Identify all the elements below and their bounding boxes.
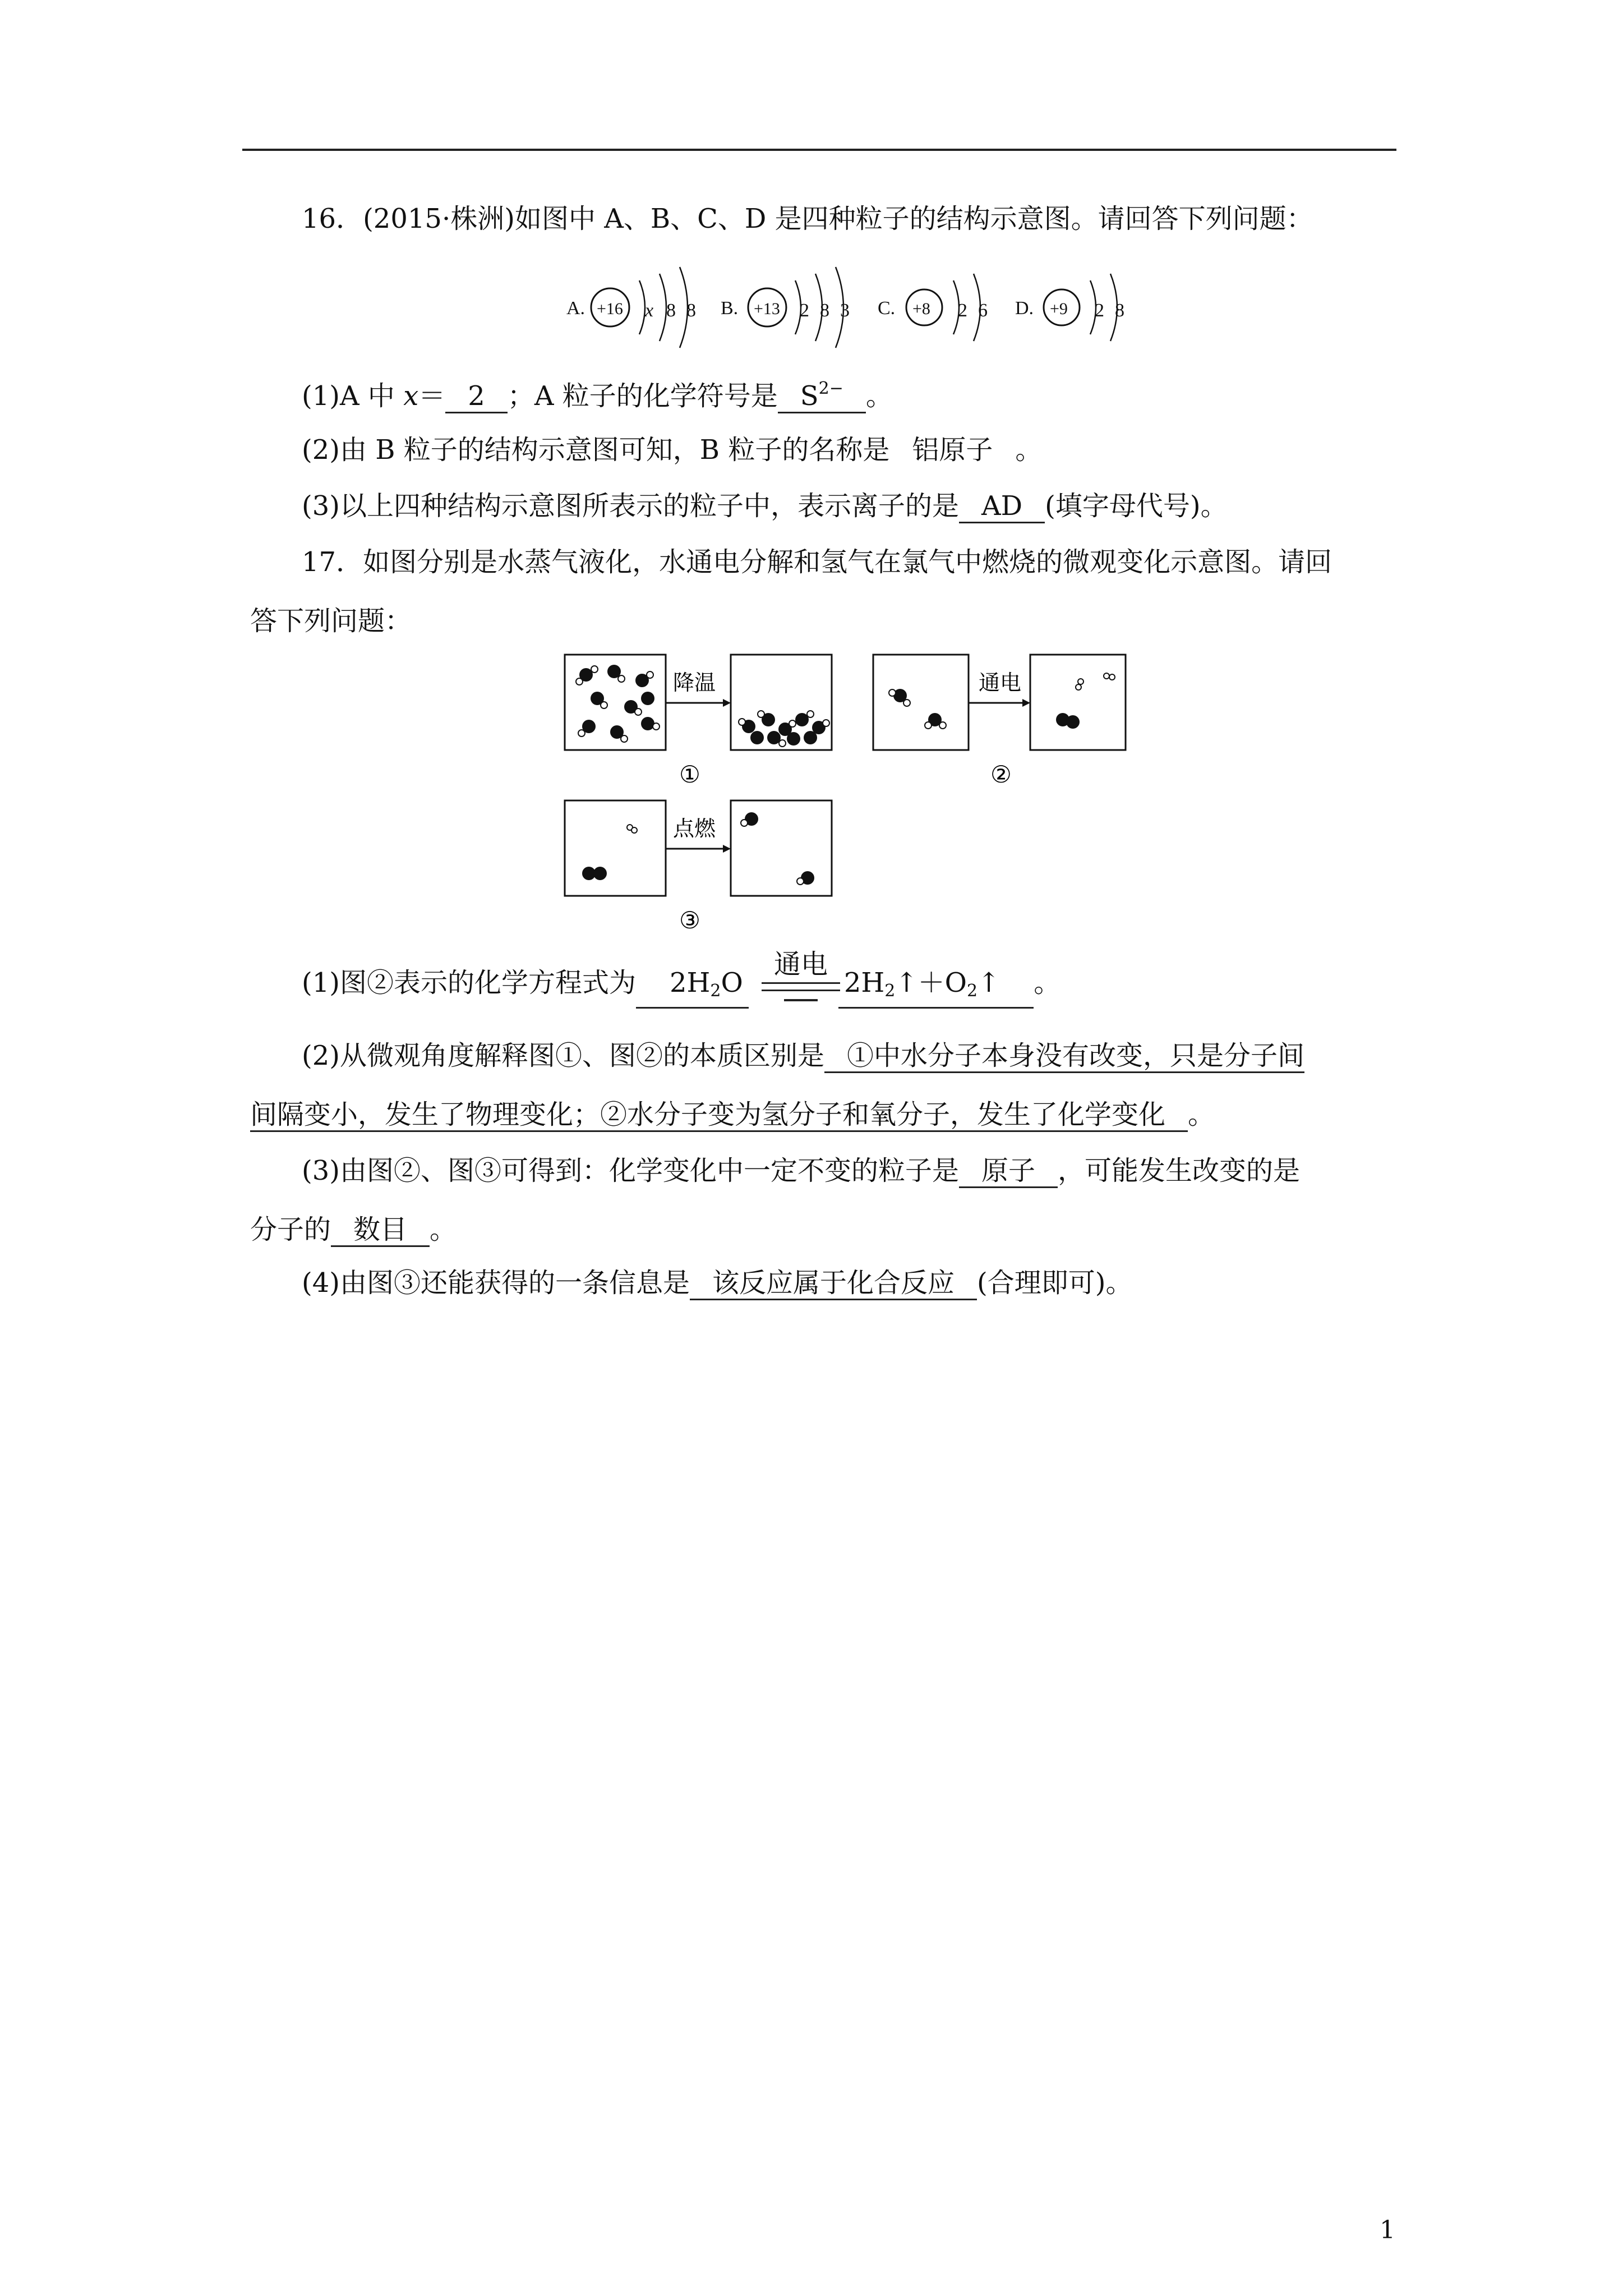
q17-part3-line1: (3)由图②、图③可得到：化学变化中一定不变的粒子是 原子 ，可能发生改变的是 bbox=[302, 1153, 1300, 1189]
q16-part2: (2)由 B 粒子的结构示意图可知，B 粒子的名称是 铝原子 。 bbox=[302, 434, 1043, 466]
atom-structure-diagrams bbox=[561, 258, 1155, 359]
q16-part1: (1)A 中 x＝ 2 ；A 粒子的化学符号是 $S^{2-}$ 。 bbox=[302, 373, 893, 414]
fig3-number: ③ bbox=[679, 907, 700, 934]
atom-a-shell-3: 8 bbox=[686, 300, 696, 321]
fig2-number: ② bbox=[990, 761, 1012, 788]
atom-b-label: B. bbox=[721, 298, 739, 319]
q17-part2-line2: 间隔变小，发生了物理变化；②水分子变为氢分子和氧分子，发生了化学变化 。 bbox=[250, 1097, 1215, 1133]
answer-blank: $2H_2O$ bbox=[636, 967, 749, 1009]
fig1-arrow-label: 降温 bbox=[673, 671, 716, 695]
figure-3-combustion bbox=[564, 799, 838, 940]
q17-part3-line2: 分子的 数目 。 bbox=[250, 1212, 457, 1248]
q16-stem: 16．(2015·株洲)如图中 A、B、C、D 是四种粒子的结构示意图。请回答下列问题： bbox=[302, 203, 1313, 234]
atom-a-shell-2: 8 bbox=[666, 300, 676, 321]
fig1-number: ① bbox=[679, 761, 700, 788]
atom-a-shell-1: x bbox=[645, 300, 654, 321]
atom-a-charge: +16 bbox=[597, 300, 623, 318]
figure-2-electrolysis bbox=[872, 654, 1141, 794]
atom-c-label: C. bbox=[878, 298, 896, 319]
fig2-arrow-label: 通电 bbox=[979, 671, 1022, 695]
fig3-arrow-label: 点燃 bbox=[673, 817, 716, 841]
answer-blank: 2 bbox=[445, 380, 508, 413]
answer-blank: $S^{2-}$ bbox=[778, 373, 866, 413]
q17-part1: (1)图②表示的化学方程式为 $2H_2O$ $2H_2↑+O_2↑$ 。 bbox=[302, 965, 1061, 1009]
reaction-condition: 通电 bbox=[762, 951, 840, 1001]
atom-d-label: D. bbox=[1015, 298, 1034, 319]
atom-b-shell-1: 2 bbox=[800, 300, 809, 321]
answer-blank: $2H_2↑+O_2↑$ bbox=[838, 967, 1034, 1009]
q17-stem-line2: 答下列问题： bbox=[250, 605, 412, 637]
atom-c-shell-2: 6 bbox=[978, 300, 988, 321]
atom-b-shell-2: 8 bbox=[820, 300, 829, 321]
answer-blank: 原子 bbox=[959, 1155, 1058, 1188]
answer-blank: 铝原子 bbox=[912, 434, 993, 466]
answer-blank: AD bbox=[959, 490, 1045, 523]
page-number: 1 bbox=[1380, 2216, 1395, 2244]
q17-stem-line1: 17．如图分别是水蒸气液化，水通电分解和氢气在氯气中燃烧的微观变化示意图。请回 bbox=[302, 546, 1332, 578]
atom-d-charge: +9 bbox=[1050, 300, 1068, 318]
answer-blank: 间隔变小，发生了物理变化；②水分子变为氢分子和氧分子，发生了化学变化 bbox=[250, 1099, 1188, 1132]
answer-blank: 该反应属于化合反应 bbox=[690, 1267, 977, 1300]
figure-1-condensation bbox=[564, 654, 838, 794]
atom-c-shell-1: 2 bbox=[958, 300, 967, 321]
atom-b-shell-3: 3 bbox=[840, 300, 850, 321]
q17-part4: (4)由图③还能获得的一条信息是 该反应属于化合反应 (合理即可)。 bbox=[302, 1265, 1132, 1301]
atom-a-label: A. bbox=[566, 298, 585, 319]
atom-b-charge: +13 bbox=[754, 300, 780, 318]
q16-part3: (3)以上四种结构示意图所表示的粒子中，表示离子的是 AD (填字母代号)。 bbox=[302, 488, 1228, 524]
atom-c-charge: +8 bbox=[912, 300, 930, 318]
q17-part2-line1: (2)从微观角度解释图①、图②的本质区别是 ①中水分子本身没有改变，只是分子间 bbox=[302, 1038, 1304, 1074]
header-rule bbox=[242, 149, 1396, 151]
atom-d-shell-2: 8 bbox=[1115, 300, 1124, 321]
answer-blank: 数目 bbox=[331, 1214, 430, 1247]
answer-blank: ①中水分子本身没有改变，只是分子间 bbox=[824, 1040, 1304, 1073]
atom-d-shell-1: 2 bbox=[1095, 300, 1104, 321]
